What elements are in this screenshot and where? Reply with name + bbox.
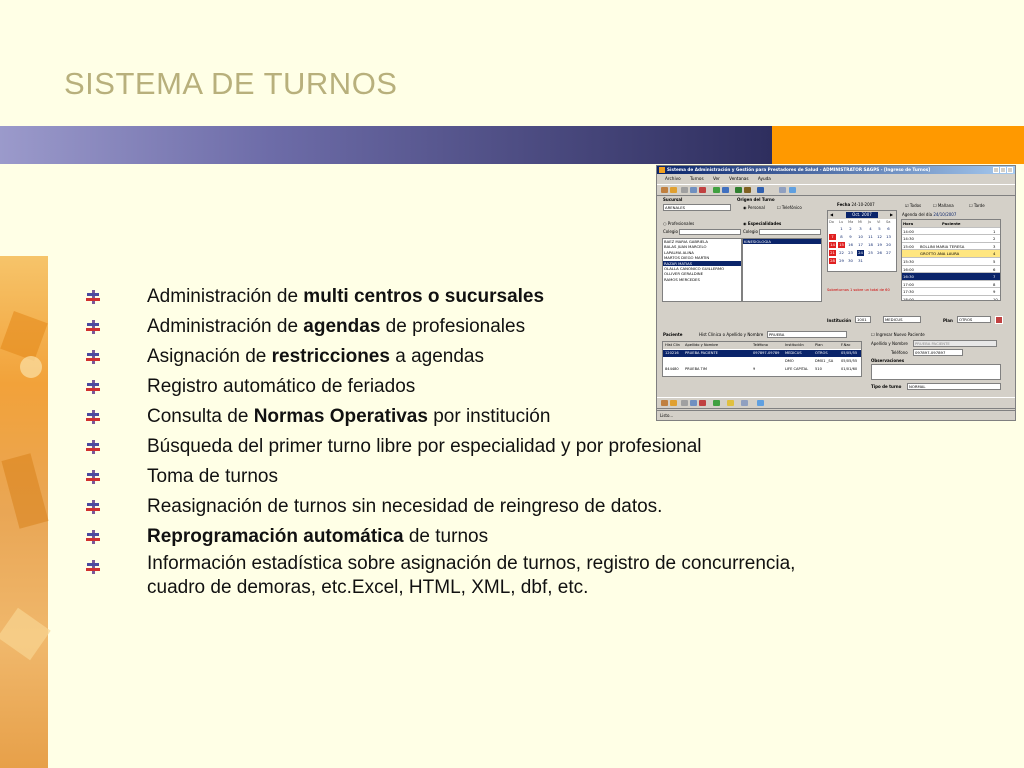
calendar-day[interactable]: 3	[859, 226, 862, 231]
bullet-icon	[86, 500, 100, 514]
feature-item: Información estadística sobre asignación de turnos, registro de concurrencia, cuadro de demoras, etc.Excel, HTML, XML, dbf, etc.	[86, 552, 946, 600]
toolbar-icon[interactable]	[722, 187, 729, 193]
fecha-display	[837, 202, 875, 207]
calendar-day[interactable]: 29	[839, 258, 844, 263]
feature-item: Reasignación de turnos sin necesidad de reingreso de datos.	[86, 492, 946, 522]
sucursal-label: Sucursal	[663, 197, 683, 202]
especialidades-label: Especialidades	[747, 221, 782, 226]
observaciones-label: Observaciones	[871, 358, 905, 363]
agenda-row[interactable]: GROTTO ANA LAURA 4	[902, 250, 1000, 258]
calendar-day[interactable]: 19	[877, 242, 882, 247]
maximize-icon[interactable]	[1000, 167, 1006, 173]
minimize-icon[interactable]	[993, 167, 999, 173]
calendar-day[interactable]: 9	[849, 234, 852, 239]
agenda-row[interactable]: 15:30 5	[902, 258, 1000, 266]
list-item[interactable]: RAZAR MATIAS	[663, 261, 741, 266]
feature-item: Búsqueda del primer turno libre por especialidad y por profesional	[86, 432, 946, 462]
sucursal-select[interactable]: ARENALES	[663, 204, 731, 211]
calendar-day[interactable]: 31	[858, 258, 863, 263]
app-toolbar	[657, 184, 1015, 196]
agenda-row[interactable]: 14:30 2	[902, 235, 1000, 243]
toolbar-icon[interactable]	[779, 187, 786, 193]
toolbar-icon[interactable]	[690, 187, 697, 193]
agenda-date: 24/10/2007	[933, 212, 957, 217]
bottom-toolbar	[657, 397, 1015, 409]
table-row[interactable]: 120216 PRUEBA PACIENTE 097897-09789 MEDICUS OTROS 05/05/55	[663, 350, 862, 357]
next-month-icon[interactable]: ▶	[890, 212, 894, 217]
calendar-day[interactable]: 12	[877, 234, 882, 239]
paciente-label: Paciente	[663, 332, 683, 337]
toolbar-icon[interactable]	[789, 187, 796, 193]
agenda-row[interactable]: 17:30 9	[902, 288, 1000, 296]
origen-personal-label: Personal	[747, 205, 765, 210]
colegio-field-prof[interactable]	[679, 229, 741, 235]
header-band	[0, 126, 772, 164]
weekday-label: Mi	[858, 220, 863, 224]
calendar-day[interactable]: 27	[886, 250, 891, 255]
calendar-day[interactable]: 14	[830, 242, 835, 247]
toolbar-icon[interactable]	[744, 187, 751, 193]
especialidades-list[interactable]	[742, 238, 822, 302]
calendar-day[interactable]: 7	[829, 234, 836, 240]
calendar-day[interactable]: 16	[848, 242, 853, 247]
origen-telefonico-label: Telefónico	[781, 205, 802, 210]
toolbar-icon[interactable]	[727, 400, 734, 406]
toolbar-icon[interactable]	[741, 400, 748, 406]
toolbar-icon[interactable]	[670, 400, 677, 406]
list-item[interactable]: BAEZ MARIA GABRIELA	[664, 239, 708, 244]
bullet-icon	[86, 380, 100, 394]
bullet-icon	[86, 410, 100, 424]
bullet-icon	[86, 440, 100, 454]
filter-tarde-checkbox[interactable]: ☐ Tarde	[969, 203, 985, 208]
tipo-turno-label: Tipo de turno	[871, 384, 902, 389]
agenda-row-selected[interactable]: 16:30 7	[902, 273, 1000, 281]
institucion-code-field[interactable]: 1001	[855, 316, 871, 323]
fecha-value: 24-10-2007	[851, 202, 875, 207]
toolbar-icon[interactable]	[735, 187, 742, 193]
table-row[interactable]: 844480 PRUEBA TIM 9 LIFE CAPITAL 510 01/01/60	[665, 367, 858, 371]
list-item[interactable]: MARTOS DIEGO MARTIN	[664, 255, 710, 261]
telefono-label: Teléfono	[891, 350, 908, 355]
agenda-header-row: Hora Paciente	[902, 220, 1000, 228]
agenda-row[interactable]: 18:00 10	[902, 296, 1000, 301]
toolbar-icon[interactable]	[661, 187, 668, 193]
bullet-icon	[86, 350, 100, 364]
weekday-label: Sa	[886, 220, 891, 224]
weekday-label: Do	[829, 220, 834, 224]
filter-tarde-label: Tarde	[973, 203, 985, 208]
bullet-icon	[86, 530, 100, 544]
agenda-row[interactable]: 16:00 6	[902, 266, 1000, 274]
feature-item: Administración de multi centros o sucursales	[86, 282, 946, 312]
colegio-label: Colegio	[663, 229, 678, 234]
filter-manana-label: Mañana	[937, 203, 954, 208]
menu-archivo[interactable]: Archivo	[665, 176, 681, 181]
calendar-day[interactable]: 26	[877, 250, 882, 255]
calendar-day[interactable]: 17	[858, 242, 863, 247]
menu-ver[interactable]: Ver	[712, 176, 720, 181]
observaciones-textarea[interactable]	[871, 364, 1001, 380]
paciente-search-input[interactable]: PRUEBA	[767, 331, 847, 338]
agenda-row[interactable]: 15:00 BOLLINI MARIA TERESA 3	[902, 243, 1000, 251]
app-screenshot	[656, 165, 1016, 421]
agenda-row[interactable]: 14:00 1	[902, 228, 1000, 236]
prev-month-icon[interactable]: ◀	[830, 212, 834, 217]
app-icon	[659, 167, 665, 173]
origen-label: Origen del Turno	[737, 197, 775, 202]
delete-icon[interactable]	[995, 316, 1003, 324]
grid-header-row: Hist Clin Apellido y Nombre Teléfono Institución Plan F.Nac	[663, 342, 862, 349]
toolbar-icon[interactable]	[681, 187, 688, 193]
calendar-day[interactable]: 1	[840, 226, 843, 231]
calendar-header	[828, 211, 896, 219]
list-item[interactable]: LAPALMA ALINA	[664, 249, 694, 255]
calendar-day-selected[interactable]: 24	[858, 250, 863, 255]
calendar-day[interactable]: 30	[848, 258, 853, 263]
app-menubar	[657, 175, 1015, 183]
status-bar	[657, 410, 1015, 421]
toolbar-icon[interactable]	[713, 187, 720, 193]
profesionales-label: Profesionales	[667, 221, 695, 226]
apellido-label: Apellido y Nombre	[871, 341, 908, 346]
toolbar-icon[interactable]	[757, 187, 764, 193]
agenda-table[interactable]	[901, 219, 1001, 301]
origen-personal-radio[interactable]: ◉ Personal	[743, 205, 765, 210]
filter-todos-label: Todos	[909, 203, 922, 208]
apellido-field[interactable]: PRUEBA PACIENTE	[913, 340, 997, 347]
app-titlebar	[657, 166, 1015, 174]
plan-label: Plan	[943, 318, 953, 323]
toolbar-icon[interactable]	[690, 400, 697, 406]
fecha-label: Fecha	[837, 202, 851, 207]
paciente-grid[interactable]	[662, 341, 862, 377]
feature-item: Reprogramación automática de turnos	[86, 522, 946, 552]
menu-ayuda[interactable]: Ayuda	[757, 176, 771, 181]
calendar-day[interactable]: 13	[886, 234, 891, 239]
especialidades-radio[interactable]: ◉ Especialidades	[743, 221, 782, 226]
colegio-field-esp[interactable]	[759, 229, 821, 235]
calendar-day[interactable]: 10	[858, 234, 863, 239]
feature-item: Consulta de Normas Operativas por institución	[86, 402, 946, 432]
calendar-day[interactable]: 6	[887, 226, 890, 231]
weekday-label: Lu	[839, 220, 844, 224]
feature-item: Registro automático de feriados	[86, 372, 946, 402]
table-row[interactable]: DMO DM01 _SA 05/05/55	[785, 359, 858, 363]
plan-field[interactable]: OTROS	[957, 316, 991, 323]
close-icon[interactable]	[1007, 167, 1013, 173]
institucion-label: Institución	[827, 318, 852, 323]
calendar-day[interactable]: 5	[878, 226, 881, 231]
calendar-day[interactable]: 15	[839, 242, 844, 247]
list-item[interactable]: BALAS JUAN MARCELO	[664, 244, 707, 250]
decorative-side-image	[0, 256, 48, 768]
sobreturnos-note: Sobreturnos 1 sobre un total de 60	[827, 288, 890, 292]
filter-manana-checkbox[interactable]: ☐ Mañana	[933, 203, 954, 208]
origen-telefonico-radio[interactable]: ☐ Telefónico	[777, 205, 802, 210]
header-band-accent	[772, 126, 1024, 164]
calendar-day[interactable]: 8	[840, 234, 843, 239]
toolbar-icon[interactable]	[681, 400, 688, 406]
feature-item: Asignación de restricciones a agendas	[86, 342, 946, 372]
calendar[interactable]	[827, 210, 897, 272]
agenda-header	[902, 212, 956, 217]
calendar-day[interactable]: 23	[848, 250, 853, 255]
calendar-day[interactable]: 11	[868, 234, 873, 239]
toolbar-icon[interactable]	[670, 187, 677, 193]
calendar-day[interactable]: 25	[868, 250, 873, 255]
weekday-label: Ma	[848, 220, 854, 224]
colegio-label: Colegio	[743, 229, 758, 234]
weekday-label: Vi	[877, 220, 881, 224]
calendar-day[interactable]: 4	[869, 226, 872, 231]
calendar-month: Oct. 2007	[846, 212, 878, 218]
profesionales-list[interactable]	[662, 238, 742, 302]
status-text: Listo...	[660, 413, 674, 418]
bullet-icon	[86, 470, 100, 484]
list-item[interactable]: KINESIOLOGIA	[743, 239, 821, 244]
toolbar-icon[interactable]	[713, 400, 720, 406]
tipo-turno-select[interactable]: NORMAL	[907, 383, 1001, 390]
ingresar-checkbox[interactable]: ☐ Ingresar Nuevo Paciente	[871, 332, 925, 337]
calendar-day[interactable]: 18	[868, 242, 873, 247]
calendar-day[interactable]: 20	[886, 242, 891, 247]
slide-title: SISTEMA DE TURNOS	[64, 66, 398, 101]
app-window-title: Sistema de Administración y Gestión para Prestadores de Salud - ADMINISTRATOR SAGPS - [Ingreso de Turnos]	[667, 167, 931, 172]
calendar-day[interactable]: 2	[849, 226, 852, 231]
telefono-field[interactable]: 097897-097897	[913, 349, 963, 356]
list-item[interactable]: RAMOS MERCEDES	[664, 276, 700, 282]
toolbar-icon[interactable]	[757, 400, 764, 406]
calendar-day[interactable]: 21	[830, 250, 835, 255]
institucion-name-field[interactable]: MEDICUS	[883, 316, 921, 323]
profesionales-radio[interactable]: ○ Profesionales	[663, 221, 695, 226]
toolbar-icon[interactable]	[699, 400, 706, 406]
toolbar-icon[interactable]	[661, 400, 668, 406]
agenda-row[interactable]: 17:00 8	[902, 281, 1000, 289]
feature-item: Toma de turnos	[86, 462, 946, 492]
feature-item: Administración de agendas de profesionales	[86, 312, 946, 342]
paciente-search-label: Hist Clínica o Apellido y Nombre	[699, 332, 764, 337]
ingresar-label: Ingresar Nuevo Paciente	[875, 332, 925, 337]
menu-turnos[interactable]: Turnos	[690, 176, 704, 181]
filter-todos-checkbox[interactable]: ☑ Todos	[905, 203, 922, 208]
menu-ventanas[interactable]: Ventanas	[729, 176, 749, 181]
agenda-label: Agenda del día	[902, 212, 933, 217]
calendar-day[interactable]: 28	[830, 258, 835, 263]
list-item[interactable]: OLLIVER GERALDINE	[664, 271, 704, 277]
bullet-icon	[86, 290, 100, 304]
calendar-day[interactable]: 22	[839, 250, 844, 255]
bullet-icon	[86, 320, 100, 334]
bullet-icon	[86, 560, 100, 574]
toolbar-icon[interactable]	[699, 187, 706, 193]
weekday-label: Ju	[868, 220, 872, 224]
list-item[interactable]: OLALLA CANONICO GUILLERMO	[664, 266, 725, 272]
